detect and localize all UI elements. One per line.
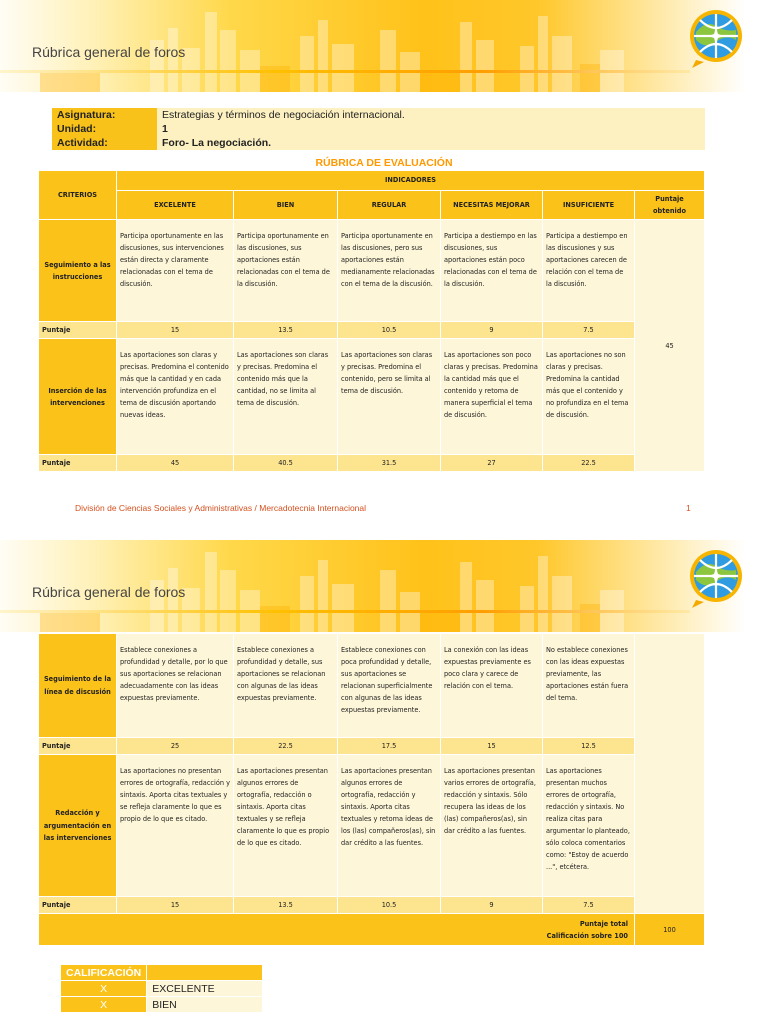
score-value: 13.5 xyxy=(234,322,338,339)
info-row xyxy=(52,136,705,150)
info-value: Foro- La negociación. xyxy=(157,136,705,150)
indicators-header: INDICADORES xyxy=(117,171,705,191)
page-header-title: Rúbrica general de foros xyxy=(32,44,186,60)
page-2 xyxy=(0,540,768,1024)
grade-mark: X xyxy=(61,981,147,997)
criterion-description: Las aportaciones presentan algunos errores de ortografía, redacción y sintaxis. Aporta citas textuales y retoma ideas de los (las) compañeros(as), sin dar crédito a las fuentes. xyxy=(338,755,441,897)
globe-chat-logo-icon xyxy=(682,6,746,70)
info-label: Unidad: xyxy=(52,122,157,136)
score-row xyxy=(39,738,705,755)
criterion-description: Participa oportunamente en las discusiones, pero sus aportaciones están medianamente relacionadas con el tema de la discusión. xyxy=(338,220,441,322)
criterion-description: Las aportaciones son claras y precisas. Predomina el contenido, pero se limita al tema de discusión. xyxy=(338,339,441,455)
grade-header: CALIFICACIÓN xyxy=(61,965,147,981)
score-value: 40.5 xyxy=(234,455,338,472)
criterion-label: Seguimiento de la línea de discusión xyxy=(39,634,117,738)
grade-table xyxy=(60,964,263,1013)
score-label: Puntaje xyxy=(39,455,117,472)
level-header-insuficiente: INSUFICIENTE xyxy=(543,191,635,220)
criterion-description: Las aportaciones presentan varios errores de ortografía, redacción y sintaxis. Sólo recupera las ideas de los (las) compañeros(as), sin dar crédito a las fuentes. xyxy=(441,755,543,897)
criteria-header: CRITERIOS xyxy=(39,171,117,220)
total-label-line-1: Puntaje total xyxy=(579,918,628,928)
score-value: 12.5 xyxy=(543,738,635,755)
page-header-title: Rúbrica general de foros xyxy=(32,584,186,600)
level-header-excelente: EXCELENTE xyxy=(117,191,234,220)
criterion-description: Participa oportunamente en las discusiones, sus intervenciones están directa y claramente relacionadas con el tema de discusión. xyxy=(117,220,234,322)
criterion-row xyxy=(39,339,705,455)
score-value: 31.5 xyxy=(338,455,441,472)
level-header-regular: REGULAR xyxy=(338,191,441,220)
rubric-table-page-2 xyxy=(38,633,705,946)
criterion-description: Establece conexiones con poca profundidad y detalle, sus aportaciones se relacionan superficialmente con algunas de las ideas expuestas previamente. xyxy=(338,634,441,738)
score-label: Puntaje xyxy=(39,738,117,755)
grade-label: EXCELENTE xyxy=(147,981,263,997)
criterion-description: Las aportaciones no son claras y precisas. Predomina la cantidad más que el contenido y no profundiza en el tema de discusión. xyxy=(543,339,635,455)
total-label xyxy=(39,914,635,946)
score-value: 10.5 xyxy=(338,897,441,914)
criterion-row xyxy=(39,634,705,738)
header-divider xyxy=(0,610,690,613)
page-header xyxy=(0,540,768,632)
criterion-description: Establece conexiones a profundidad y detalle, por lo que sus aportaciones se relacionan adecuadamente con las ideas expuestas previamente. xyxy=(117,634,234,738)
score-value: 22.5 xyxy=(234,738,338,755)
criterion-description: Las aportaciones presentan muchos errores de ortografía, redacción y sintaxis. No realiza citas para argumentar lo planteado, sólo coloca comentarios como: "Estoy de acuerdo ...", etcétera. xyxy=(543,755,635,897)
page-header xyxy=(0,0,768,92)
score-label: Puntaje xyxy=(39,322,117,339)
criterion-description: Las aportaciones son claras y precisas. Predomina el contenido más que la cantidad y en cada intervención profundiza en el tema de discusión aportando nuevas ideas. xyxy=(117,339,234,455)
obtained-score-cell xyxy=(635,634,705,914)
criterion-description: Las aportaciones son claras y precisas. Predomina el contenido más que la cantidad, no se limita al tema de discusión. xyxy=(234,339,338,455)
score-value: 27 xyxy=(441,455,543,472)
criterion-label: Seguimiento a las instrucciones xyxy=(39,220,117,322)
criterion-description: Establece conexiones a profundidad y detalle, sus aportaciones se relacionan con algunas de las ideas expuestas previamente. xyxy=(234,634,338,738)
grade-row xyxy=(61,981,263,997)
obtained-score-header: Puntaje obtenido xyxy=(635,191,705,220)
score-value: 15 xyxy=(117,322,234,339)
grade-row xyxy=(61,997,263,1013)
score-value: 7.5 xyxy=(543,322,635,339)
grade-header-blank xyxy=(147,965,263,981)
score-value: 17.5 xyxy=(338,738,441,755)
score-value: 7.5 xyxy=(543,897,635,914)
info-value: 1 xyxy=(157,122,705,136)
criterion-row xyxy=(39,220,705,322)
info-label: Asignatura: xyxy=(52,108,157,122)
score-value: 9 xyxy=(441,322,543,339)
info-value: Estrategias y términos de negociación internacional. xyxy=(157,108,705,122)
level-header-bien: BIEN xyxy=(234,191,338,220)
level-header-necesitas-mejorar: NECESITAS MEJORAR xyxy=(441,191,543,220)
criterion-description: Participa a destiempo en las discusiones, sus aportaciones están poco relacionadas con el tema de la discusión. xyxy=(441,220,543,322)
score-value: 25 xyxy=(117,738,234,755)
score-value: 22.5 xyxy=(543,455,635,472)
grade-label: BIEN xyxy=(147,997,263,1013)
score-value: 10.5 xyxy=(338,322,441,339)
score-value: 9 xyxy=(441,897,543,914)
score-label: Puntaje xyxy=(39,897,117,914)
info-row xyxy=(52,108,705,122)
score-row xyxy=(39,322,705,339)
page-footer: División de Ciencias Sociales y Administrativas / Mercadotecnia Internacional xyxy=(75,503,367,513)
criterion-row xyxy=(39,755,705,897)
info-row xyxy=(52,122,705,136)
criterion-description: Participa oportunamente en las discusiones, sus aportaciones están relacionadas con el tema de la discusión. xyxy=(234,220,338,322)
total-value: 100 xyxy=(635,914,705,946)
criterion-description: Las aportaciones presentan algunos errores de ortografía, redacción o sintaxis. Aporta citas textuales y se refleja claramente lo que es propio de lo que es citado. xyxy=(234,755,338,897)
score-value: 15 xyxy=(117,897,234,914)
header-divider xyxy=(0,70,690,73)
rubric-title: RÚBRICA DE EVALUACIÓN xyxy=(315,157,453,169)
criterion-label: Redacción y argumentación en las intervenciones xyxy=(39,755,117,897)
score-value: 13.5 xyxy=(234,897,338,914)
total-row xyxy=(39,914,705,946)
criterion-description: Las aportaciones son poco claras y precisas. Predomina la cantidad más que el contenido y retoma de manera superficial el tema de discusión. xyxy=(441,339,543,455)
globe-chat-logo-icon xyxy=(682,546,746,610)
grade-mark: X xyxy=(61,997,147,1013)
criterion-description: La conexión con las ideas expuestas previamente es poco clara y carece de relación con el tema. xyxy=(441,634,543,738)
criterion-description: Las aportaciones no presentan errores de ortografía, redacción y sintaxis. Aporta citas textuales y se refleja claramente lo que es propio de lo que es citado. xyxy=(117,755,234,897)
obtained-score-value: 45 xyxy=(635,220,705,472)
score-value: 45 xyxy=(117,455,234,472)
rubric-table-page-1 xyxy=(38,170,705,472)
criterion-description: No establece conexiones con las ideas expuestas previamente, las aportaciones están fuera del tema. xyxy=(543,634,635,738)
course-info-table xyxy=(52,108,705,150)
criterion-label: Inserción de las intervenciones xyxy=(39,339,117,455)
page-number: 1 xyxy=(686,503,691,513)
info-label: Actividad: xyxy=(52,136,157,150)
score-value: 15 xyxy=(441,738,543,755)
total-label-line-2: Calificación sobre 100 xyxy=(546,930,628,940)
score-row xyxy=(39,455,705,472)
criterion-description: Participa a destiempo en las discusiones y sus aportaciones carecen de relación con el tema de la discusión. xyxy=(543,220,635,322)
score-row xyxy=(39,897,705,914)
